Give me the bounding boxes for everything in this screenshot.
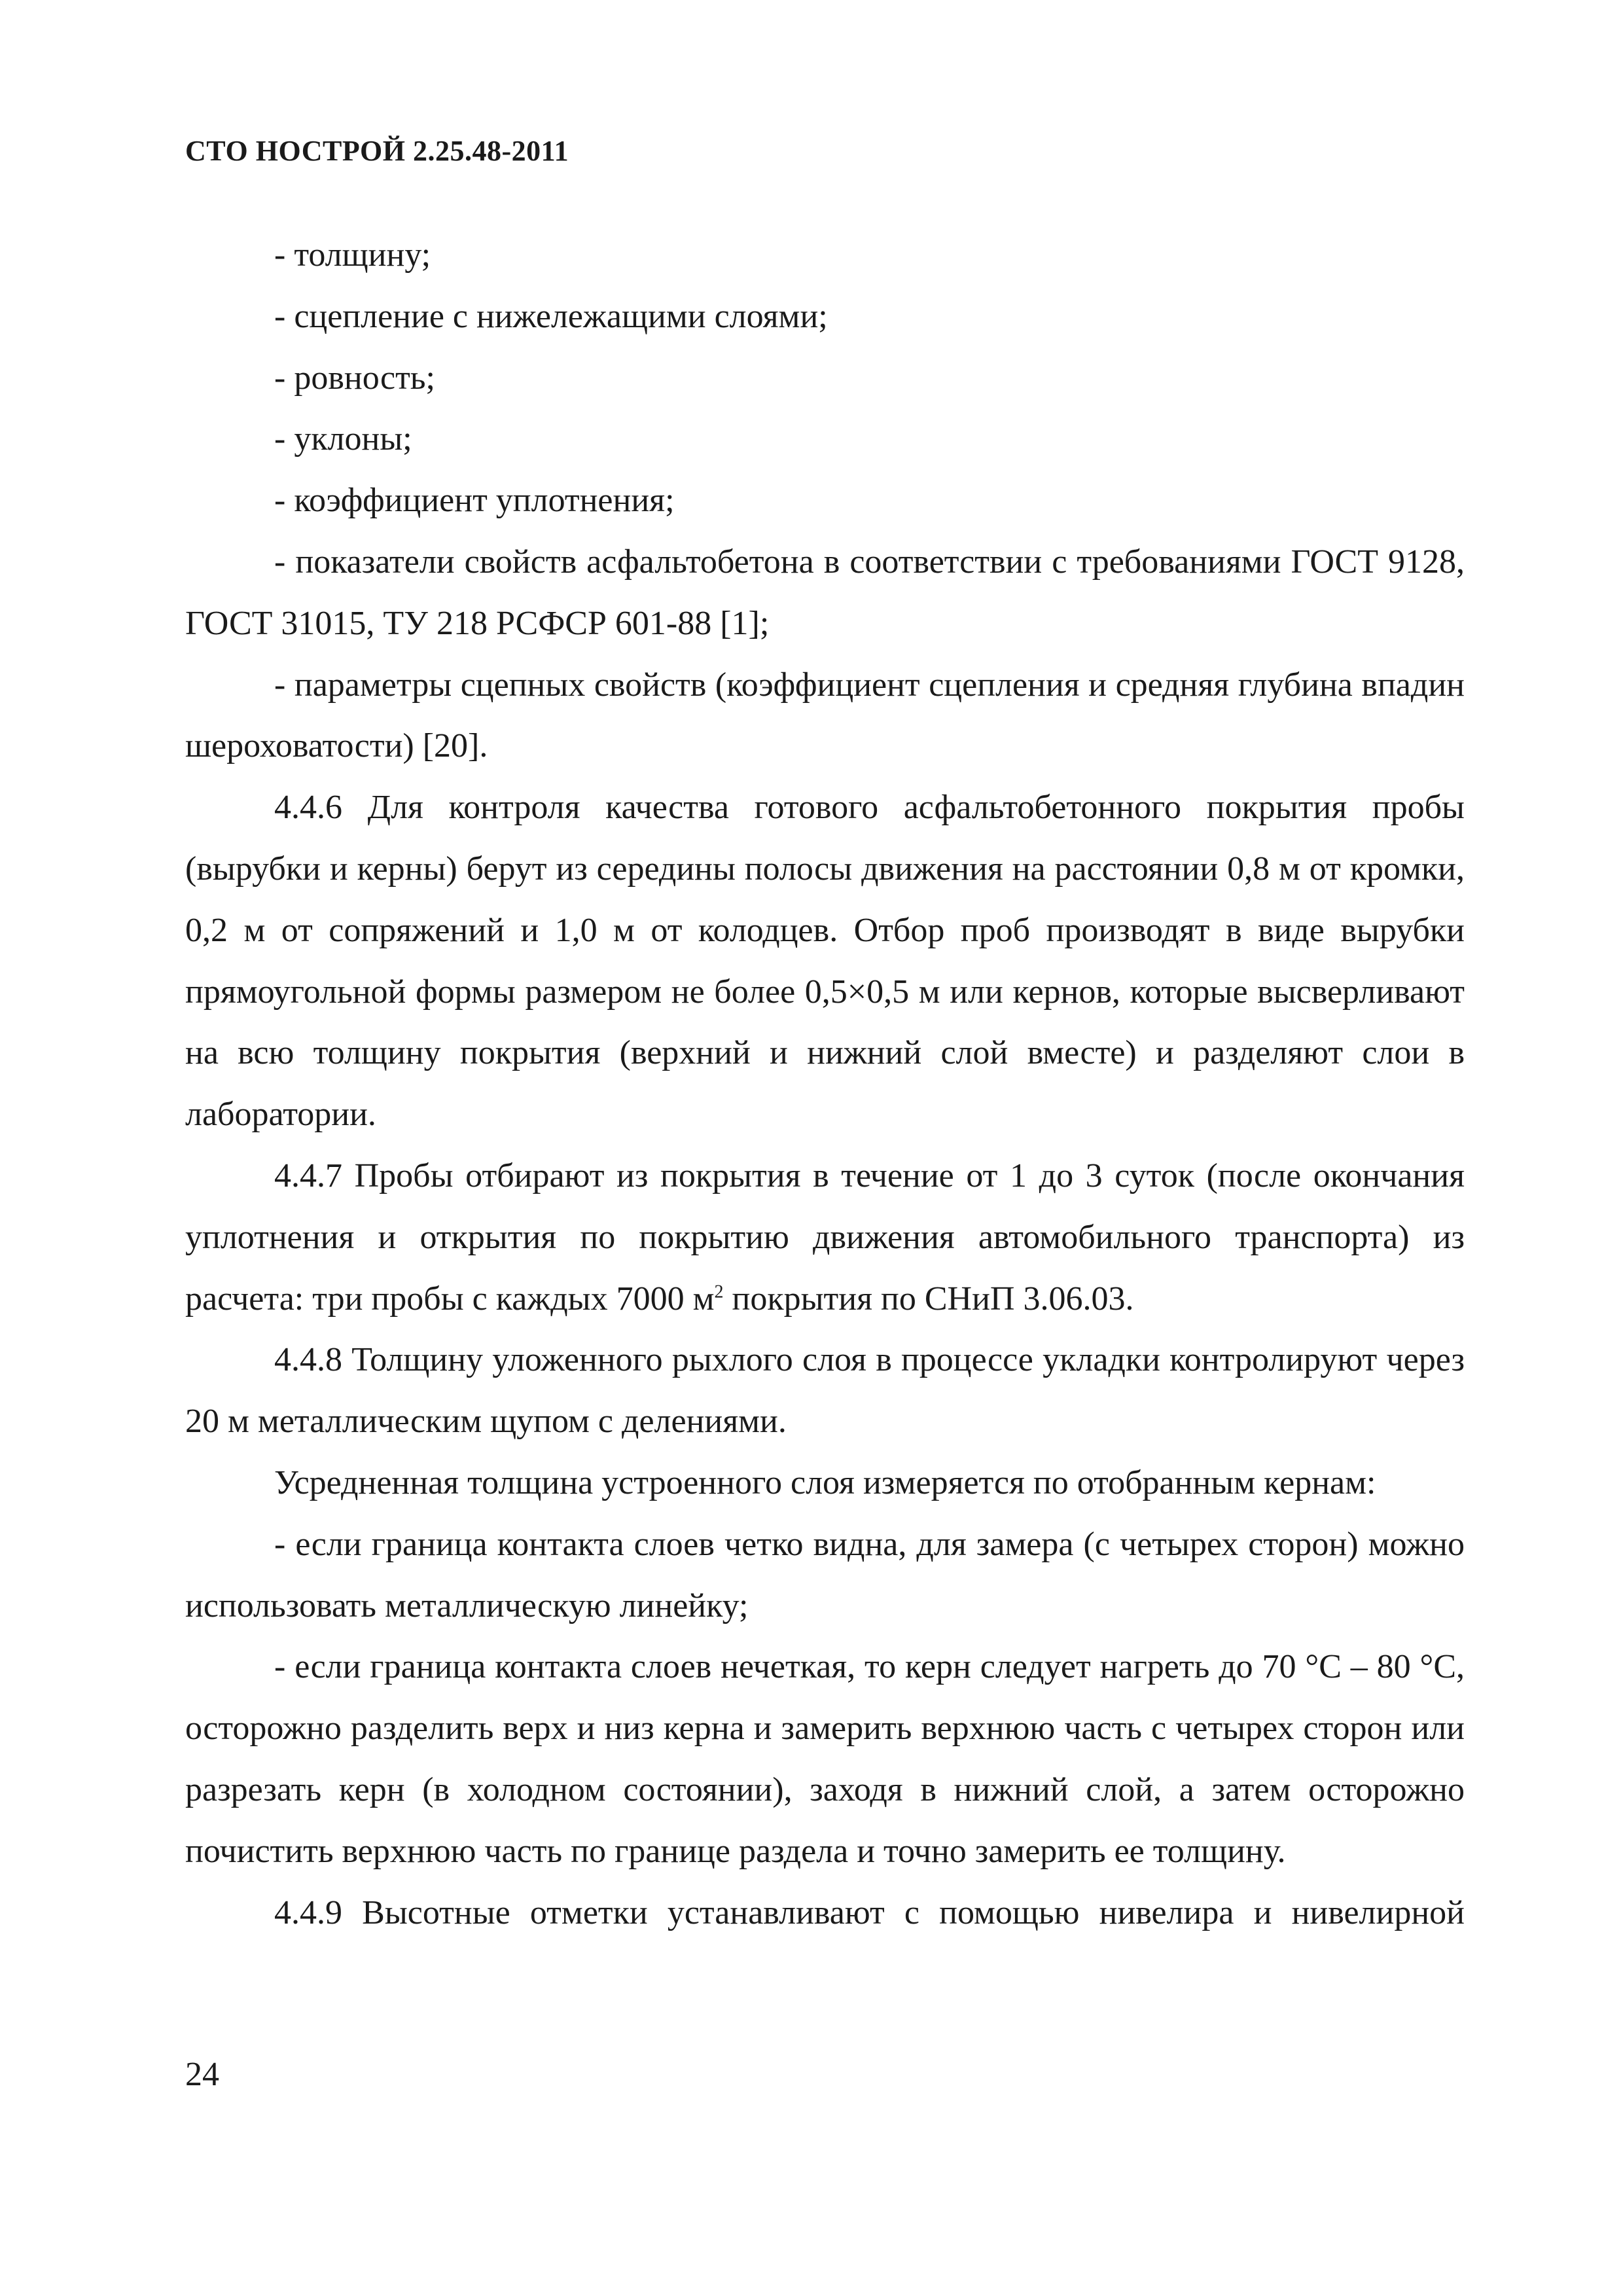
document-header: СТО НОСТРОЙ 2.25.48-2011 — [185, 135, 569, 167]
paragraph-4-4-8: 4.4.8 Толщину уложенного рыхлого слоя в процессе укладки контролируют через 20 м металлическим щупом с делениями. — [185, 1341, 1465, 1441]
paragraph-4-4-6: 4.4.6 Для контроля качества готового асфальтобетонного покрытия пробы (вырубки и керны) берут из середины полосы движения на расстоянии 0,8 м от кромки, 0,2 м от сопряжений и 1,0 м от колодцев. Отбор проб производят в виде вырубки прямоугольной формы размером не более 0,5×0,5 м или кернов, которые высверливают на всю толщину покрытия (верхний и нижний слой вместе) и разделяют слои в лаборатории. — [185, 789, 1465, 1134]
list-item-evenness: - ровность; — [274, 359, 435, 397]
list-item-unclear-boundary: - если граница контакта слоев нечеткая, то керн следует нагреть до 70 °С – 80 °С, осторожно разделить верх и низ керна и замерить верхнюю часть с четырех сторон или разрезать керн (в холодном состоянии), заходя в нижний слой, а затем осторожно почистить верхнюю часть по границе раздела и точно замерить ее толщину. — [185, 1648, 1465, 1870]
superscript-squared: 2 — [714, 1282, 724, 1302]
list-item-thickness: - толщину; — [274, 236, 431, 274]
list-item-compaction: - коэффициент уплотнения; — [274, 482, 675, 520]
paragraph-4-4-7-text-end: покрытия по СНиП 3.06.03. — [723, 1280, 1134, 1318]
list-item-clear-boundary: - если граница контакта слоев четко видна, для замера (с четырех сторон) можно использовать металлическую линейку; — [185, 1525, 1465, 1624]
list-item-adhesion: - сцепление с нижележащими слоями; — [274, 297, 828, 335]
document-body — [185, 224, 1465, 1943]
paragraph-4-4-9: 4.4.9 Высотные отметки устанавливают с помощью нивелира и нивелирной — [274, 1893, 1465, 1931]
paragraph-average-thickness: Усредненная толщина устроенного слоя измеряется по отобранным кернам: — [274, 1463, 1376, 1501]
list-item-slopes: - уклоны; — [274, 420, 412, 458]
list-item-properties: - показатели свойств асфальтобетона в соответствии с требованиями ГОСТ 9128, ГОСТ 31015, ТУ 218 РСФСР 601-88 [1]; — [185, 543, 1465, 642]
page-number: 24 — [185, 2056, 219, 2093]
paragraph-4-4-7-text: 4.4.7 Пробы отбирают из покрытия в течение от 1 до 3 суток (после окончания уплотнения и открытия по покрытию движения автомобильного транспорта) из расчета: три пробы с каждых 7000 м — [185, 1157, 1465, 1318]
paragraph-4-4-7 — [185, 1145, 1465, 1329]
list-item-grip: - параметры сцепных свойств (коэффициент сцепления и средняя глубина впадин шероховатости) [20]. — [185, 666, 1465, 765]
